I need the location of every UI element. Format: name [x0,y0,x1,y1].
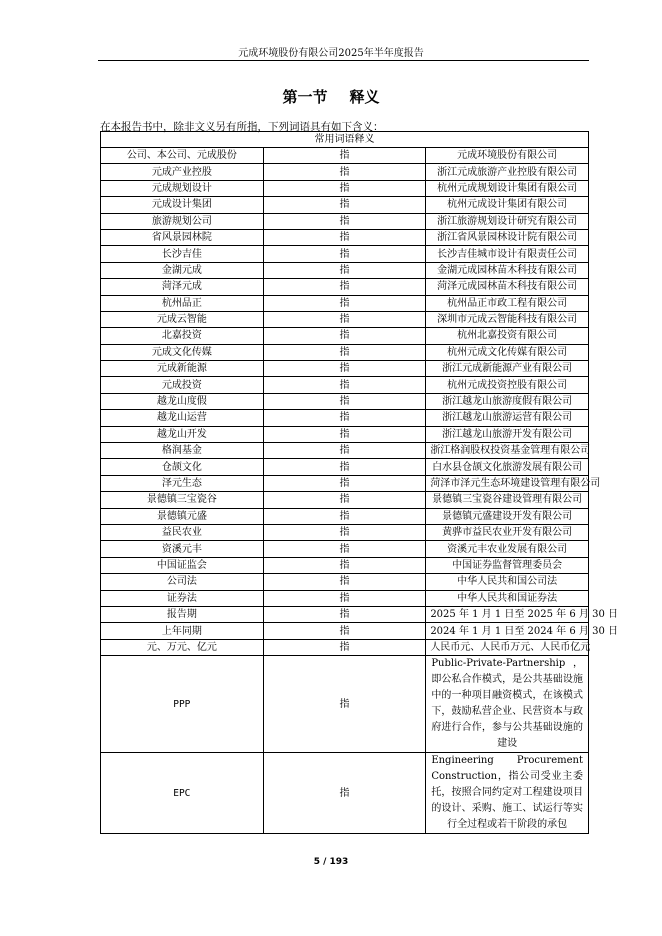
definition-cell: 浙江省风景园林设计院有限公司 [426,229,589,245]
refer-cell: 指 [263,574,426,590]
term-cell: 越龙山度假 [101,393,264,409]
table-row [101,410,589,426]
definition-cell: 杭州元成文化传媒有限公司 [426,344,589,360]
table-row [101,426,589,442]
term-cell: PPP [101,656,264,753]
section-number: 第一节 [282,88,328,106]
term-cell: 景德镇三宝瓷谷 [101,492,264,508]
refer-cell: 指 [263,524,426,540]
table-row [101,606,589,622]
definition-cell: 资溪元丰农业发展有限公司 [426,541,589,557]
refer-cell: 指 [263,180,426,196]
definition-cell: 2025 年 1 月 1 日至 2025 年 6 月 30 日 [426,606,589,622]
section-title [0,86,662,107]
running-header: 元成环境股份有限公司2025年半年度报告 [238,48,424,59]
term-cell: 省风景园林院 [101,229,264,245]
definition-cell: 浙江越龙山旅游运营有限公司 [426,410,589,426]
definition-cell: Public-Private-Partnership，即公私合作模式，是公共基础设施中的一种项目融资模式，在该模式下，鼓励私营企业、民营资本与政府进行合作，参与公共基础设施的建设 [426,656,589,753]
term-cell: 元成文化传媒 [101,344,264,360]
term-cell: 上年同期 [101,623,264,639]
table-row [101,229,589,245]
refer-cell: 指 [263,148,426,164]
term-cell: EPC [101,753,264,834]
definition-cell: 中华人民共和国证券法 [426,590,589,606]
table-caption: 常用词语释义 [101,132,589,148]
table-row [101,377,589,393]
table-row [101,180,589,196]
table-row [101,361,589,377]
definition-cell: 浙江元成新能源产业有限公司 [426,361,589,377]
definition-cell: 2024 年 1 月 1 日至 2024 年 6 月 30 日 [426,623,589,639]
term-cell: 越龙山运营 [101,410,264,426]
term-cell: 公司法 [101,574,264,590]
term-cell: 元成规划设计 [101,180,264,196]
refer-cell: 指 [263,459,426,475]
refer-cell: 指 [263,328,426,344]
refer-cell: 指 [263,213,426,229]
term-cell: 公司、本公司、元成股份 [101,148,264,164]
table-row [101,262,589,278]
table-row [101,443,589,459]
definition-cell: 黄骅市益民农业开发有限公司 [426,524,589,540]
refer-cell: 指 [263,393,426,409]
table-row [101,639,589,655]
definition-cell: 深圳市元成云智能科技有限公司 [426,311,589,327]
definition-cell: 浙江越龙山旅游度假有限公司 [426,393,589,409]
table-row [101,164,589,180]
definition-cell: 白水县仓颉文化旅游发展有限公司 [426,459,589,475]
table-row [101,541,589,557]
table-row [101,459,589,475]
definition-cell: 中国证券监督管理委员会 [426,557,589,573]
term-cell: 元成设计集团 [101,197,264,213]
term-cell: 元成产业控股 [101,164,264,180]
refer-cell: 指 [263,377,426,393]
refer-cell: 指 [263,311,426,327]
refer-cell: 指 [263,623,426,639]
refer-cell: 指 [263,508,426,524]
term-cell: 报告期 [101,606,264,622]
term-cell: 北嘉投资 [101,328,264,344]
refer-cell: 指 [263,426,426,442]
term-cell: 元成投资 [101,377,264,393]
definition-cell: 浙江旅游规划设计研究有限公司 [426,213,589,229]
table-row [101,623,589,639]
definition-cell: 元成环境股份有限公司 [426,148,589,164]
table-row [101,656,589,753]
refer-cell: 指 [263,492,426,508]
table-row [101,311,589,327]
table-caption-row [101,132,589,148]
refer-cell: 指 [263,410,426,426]
definition-cell: 长沙吉佳城市设计有限责任公司 [426,246,589,262]
table-row [101,574,589,590]
term-cell: 旅游规划公司 [101,213,264,229]
table-row [101,279,589,295]
refer-cell: 指 [263,295,426,311]
refer-cell: 指 [263,164,426,180]
refer-cell: 指 [263,344,426,360]
table-row [101,557,589,573]
refer-cell: 指 [263,361,426,377]
definition-cell: 金湖元成园林苗木科技有限公司 [426,262,589,278]
term-cell: 元、万元、亿元 [101,639,264,655]
definition-cell: 人民币元、人民币万元、人民币亿元 [426,639,589,655]
definition-cell: 浙江格润股权投资基金管理有限公司 [426,443,589,459]
table-row [101,148,589,164]
definition-cell: 中华人民共和国公司法 [426,574,589,590]
table-row [101,492,589,508]
definition-cell: 浙江元成旅游产业控股有限公司 [426,164,589,180]
definition-cell: 杭州元成规划设计集团有限公司 [426,180,589,196]
term-cell: 益民农业 [101,524,264,540]
header-rule [98,60,589,61]
table-row [101,508,589,524]
term-cell: 景德镇元盛 [101,508,264,524]
intro-paragraph: 在本报告书中，除非文义另有所指，下列词语具有如下含义： [100,121,384,133]
page-number: 5 / 193 [313,857,349,867]
definition-cell: Engineering Procurement Construction，指公司受业主委托，按照合同约定对工程建设项目的设计、采购、施工、试运行等实行全过程或若干阶段的承包 [426,753,589,834]
table-row [101,328,589,344]
term-cell: 泽元生态 [101,475,264,491]
term-cell: 元成新能源 [101,361,264,377]
term-cell: 杭州品正 [101,295,264,311]
term-cell: 越龙山开发 [101,426,264,442]
table-row [101,197,589,213]
refer-cell: 指 [263,753,426,834]
definition-cell: 杭州品正市政工程有限公司 [426,295,589,311]
term-cell: 资溪元丰 [101,541,264,557]
term-cell: 长沙吉佳 [101,246,264,262]
refer-cell: 指 [263,229,426,245]
refer-cell: 指 [263,279,426,295]
table-row [101,475,589,491]
term-cell: 仓颉文化 [101,459,264,475]
definition-cell: 杭州元成设计集团有限公司 [426,197,589,213]
definition-cell: 杭州元成投资控股有限公司 [426,377,589,393]
refer-cell: 指 [263,262,426,278]
definition-cell: 景德镇元盛建设开发有限公司 [426,508,589,524]
definition-cell: 景德镇三宝瓷谷建设管理有限公司 [426,492,589,508]
table-row [101,753,589,834]
term-cell: 菏泽元成 [101,279,264,295]
term-cell: 中国证监会 [101,557,264,573]
definition-cell: 菏泽市泽元生态环境建设管理有限公司 [426,475,589,491]
refer-cell: 指 [263,475,426,491]
term-cell: 证券法 [101,590,264,606]
refer-cell: 指 [263,557,426,573]
refer-cell: 指 [263,197,426,213]
refer-cell: 指 [263,606,426,622]
refer-cell: 指 [263,541,426,557]
term-cell: 元成云智能 [101,311,264,327]
refer-cell: 指 [263,639,426,655]
definition-cell: 菏泽元成园林苗木科技有限公司 [426,279,589,295]
refer-cell: 指 [263,656,426,753]
section-name: 释义 [349,88,380,106]
definition-cell: 杭州北嘉投资有限公司 [426,328,589,344]
term-cell: 金湖元成 [101,262,264,278]
refer-cell: 指 [263,590,426,606]
table-row [101,393,589,409]
table-row [101,524,589,540]
table-row [101,344,589,360]
table-row [101,590,589,606]
table-row [101,246,589,262]
definition-cell: 浙江越龙山旅游开发有限公司 [426,426,589,442]
refer-cell: 指 [263,246,426,262]
table-row [101,295,589,311]
term-cell: 格润基金 [101,443,264,459]
definitions-table [100,131,618,834]
table-row [101,213,589,229]
refer-cell: 指 [263,443,426,459]
